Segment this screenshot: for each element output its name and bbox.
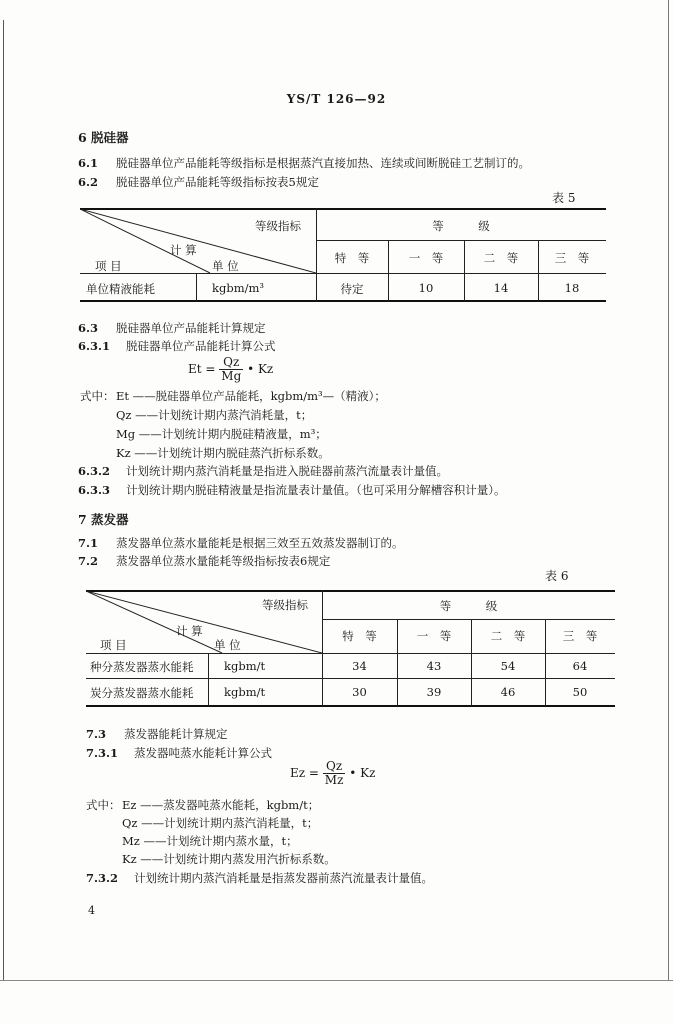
table5-diag-unit: 单 位: [212, 259, 239, 273]
table6-cell: 50: [572, 685, 588, 699]
section-6-title: 6 脱硅器: [78, 130, 129, 145]
table6-grade: 二 等: [490, 629, 526, 643]
table5-row-item: 单位精液能耗: [86, 282, 155, 296]
para-6-3: 6.3 脱硅器单位产品能耗计算规定: [78, 321, 266, 335]
table6-diag-grade: 等级指标: [262, 598, 308, 612]
para-6-2: 6.2 脱硅器单位产品能耗等级指标按表5规定: [78, 175, 319, 189]
var-line: Mz ——计划统计期内蒸水量，t；: [122, 834, 298, 848]
table6-row-unit: kgbm/t: [224, 685, 266, 699]
para-7-3-2: 7.3.2 计划统计期内蒸汽消耗量是指蒸发器前蒸汽流量表计量值。: [86, 871, 433, 885]
var-line: Kz ——计划统计期内蒸发用汽折标系数。: [122, 852, 336, 866]
table5-diag-calc: 计 算: [170, 243, 197, 257]
para-6-3-1: 6.3.1 脱硅器单位产品能耗计算公式: [78, 339, 276, 353]
table6-cell: 43: [426, 659, 442, 673]
section-7-title: 7 蒸发器: [78, 512, 129, 527]
table6-row-item: 种分蒸发器蒸水能耗: [90, 660, 194, 674]
table6-grade: 一 等: [416, 629, 452, 643]
scan-edge-left: [3, 20, 4, 980]
var-line: Ez ——蒸发器吨蒸水能耗，kgbm/t；: [122, 798, 320, 812]
scan-edge-bottom: [0, 980, 673, 981]
table5-grade: 特 等: [334, 251, 370, 265]
para-6-1: 6.1 脱硅器单位产品能耗等级指标是根据蒸汽直接加热、连续或间断脱硅工艺制订的。: [78, 156, 530, 170]
table5-caption: 表 5: [552, 191, 576, 205]
table5-grade-header: 等 级: [432, 219, 490, 233]
para-7-3-1: 7.3.1 蒸发器吨蒸水能耗计算公式: [86, 746, 272, 760]
para-6-3-2: 6.3.2 计划统计期内蒸汽消耗量是指进入脱硅器前蒸汽流量表计量值。: [78, 464, 448, 478]
table6-row-item: 炭分蒸发器蒸水能耗: [90, 686, 194, 700]
table5-diag-item: 项 目: [95, 259, 122, 273]
table5-diag-grade: 等级指标: [255, 219, 301, 233]
table6-row-unit: kgbm/t: [224, 659, 266, 673]
scan-edge-right: [668, 0, 669, 980]
table6-grade: 三 等: [562, 629, 598, 643]
where-label-6: 式中：: [80, 389, 115, 403]
table6-diag-item: 项 目: [100, 638, 127, 652]
table5-grade: 一 等: [408, 251, 444, 265]
page-number: 4: [88, 904, 95, 917]
table5-cell: 待定: [340, 282, 364, 296]
formula-et: Et = $\frac{Qz}{Mg}$ • Kz: [188, 355, 274, 383]
para-6-3-3: 6.3.3 计划统计期内脱硅精液量是指流量表计量值。（也可采用分解槽容积计量）。: [78, 483, 506, 497]
table6-cell: 54: [500, 659, 516, 673]
para-7-1: 7.1 蒸发器单位蒸水量能耗是根据三效至五效蒸发器制订的。: [78, 536, 404, 550]
formula-ez: Ez = $\frac{Qz}{Mz}$ • Kz: [290, 759, 376, 787]
table6-cell: 39: [426, 685, 442, 699]
table5-cell: 10: [418, 281, 434, 295]
where-label-7: 式中：: [86, 798, 121, 812]
table6-cell: 30: [352, 685, 367, 699]
table6-diag-calc: 计 算: [176, 624, 203, 638]
table6-cell: 46: [500, 685, 516, 699]
table5-row-unit: kgbm/m³: [212, 281, 264, 295]
var-line: Qz ——计划统计期内蒸汽消耗量，t；: [116, 408, 313, 422]
table6-cell: 34: [352, 659, 367, 673]
var-line: Qz ——计划统计期内蒸汽消耗量，t；: [122, 816, 319, 830]
var-line: Kz ——计划统计期内脱硅蒸汽折标系数。: [116, 446, 330, 460]
table6-grade: 特 等: [342, 629, 377, 643]
table5-cell: 14: [493, 281, 509, 295]
para-7-3: 7.3 蒸发器能耗计算规定: [86, 727, 228, 741]
table6-caption: 表 6: [545, 569, 569, 583]
table5-cell: 18: [564, 281, 580, 295]
var-line: Et ——脱硅器单位产品能耗，kgbm/m³—（精液）；: [116, 389, 386, 403]
para-7-2: 7.2 蒸发器单位蒸水量能耗等级指标按表6规定: [78, 554, 331, 568]
var-line: Mg ——计划统计期内脱硅精液量，m³；: [116, 427, 327, 441]
table6-grade-header: 等 级: [439, 599, 498, 613]
table5-grade: 二 等: [483, 251, 519, 265]
table6-cell: 64: [572, 659, 588, 673]
table5-grade: 三 等: [554, 251, 590, 265]
page-header: YS/T 126—92: [286, 92, 387, 106]
table6-diag-unit: 单 位: [214, 638, 241, 652]
